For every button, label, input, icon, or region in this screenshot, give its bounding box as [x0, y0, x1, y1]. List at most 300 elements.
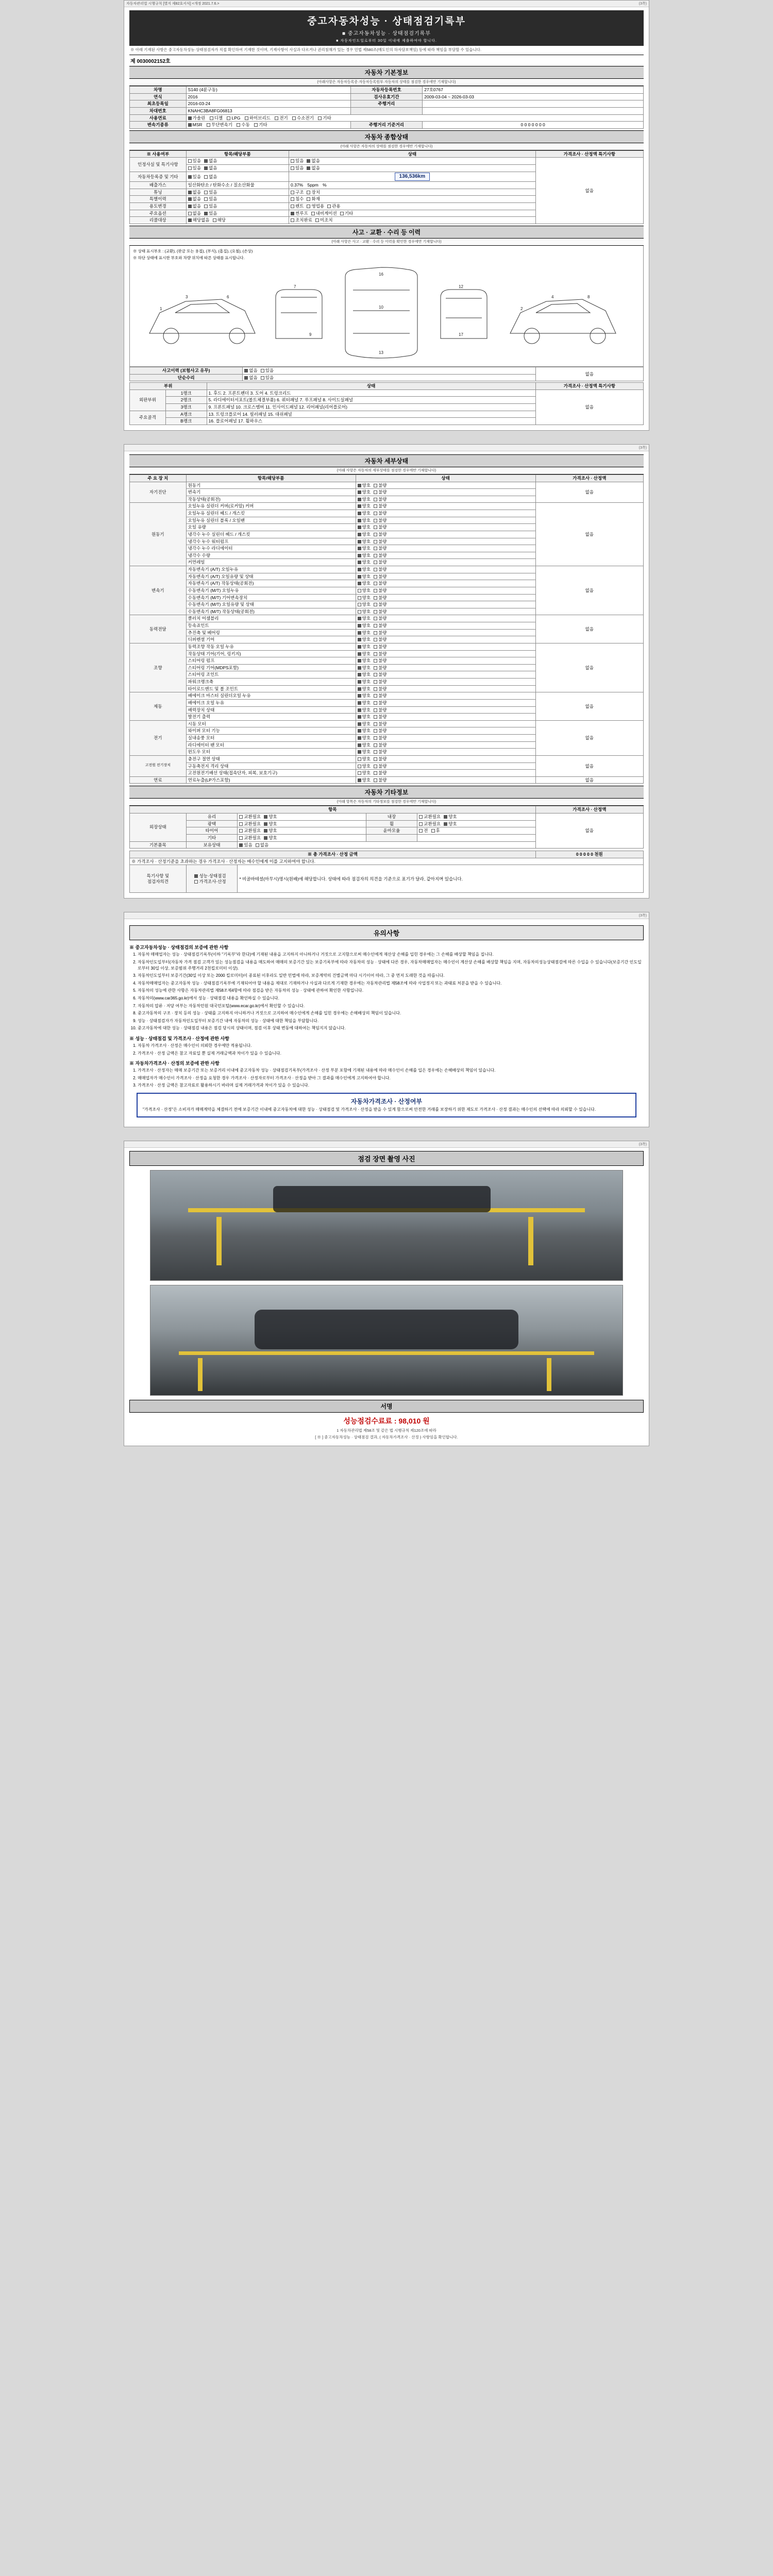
panel-note: 없음: [535, 389, 643, 425]
label-fuel-1: 디젤: [214, 115, 223, 121]
table-row: [130, 503, 644, 510]
checkbox-5b[interactable]: 있음: [204, 196, 217, 202]
checkbox-good-3-0[interactable]: 양호: [358, 616, 371, 621]
checkbox-bad-2-0[interactable]: 불량: [374, 567, 386, 572]
checkbox-bad-3-2[interactable]: 불량: [374, 630, 386, 636]
checkbox-bad-7-1[interactable]: 불량: [374, 764, 386, 769]
page-3: [124, 912, 649, 1127]
checkbox-good-1-3[interactable]: 양호: [358, 524, 371, 530]
label-fuel-2: LPG: [231, 115, 241, 121]
checkbox-good-1-0[interactable]: 양호: [358, 503, 371, 509]
checkbox-good-1-5[interactable]: 양호: [358, 539, 371, 545]
form-header-bar-3: [124, 912, 649, 919]
table-row: [130, 643, 644, 650]
etc-state-blank: [417, 834, 535, 841]
checkbox-4c[interactable]: 구조: [291, 190, 304, 195]
list-item: 1. 가격조사 · 산정자는 매매 보증기간 또는 보증거리 이내에 중고자동차 성능 · 상태점검기록부(가격조사 · 산정 부분 포함에 기재된 내용에 따라 매수인이 손해를 입은 경우에는 손해배상의 책임이 있습니다.: [138, 1067, 644, 1074]
page-1: [124, 0, 649, 431]
list-item: 4. 자동차매매업자는 중고자동차 성능 · 상태점검기록부에 기재되어야 할 내용을 제대로 기재하거나 사실과 다르게 기재한 경우에는 자동차관리법 제58조에 따라 사업정지 또는 과태료 처분을 받을 수 있습니다.: [138, 980, 644, 987]
detail-state-5-2: [356, 706, 535, 714]
checkbox-bad-1-3[interactable]: 불량: [374, 524, 386, 530]
declaration-body: "가격조사 · 산정"은 소비자가 매매계약을 체결하기 전에 보증기간 이내에 중고자동차에 대한 성능 · 상태점검 및 가격조사 · 산정을 받을 수 있게 함으로써 안전한 거래를 보장하기 위한 제도로 가격조사 · 산정 결과는 매수인의 선택에 따라 의뢰할 수 있습니다.: [143, 1107, 596, 1112]
row-state-0: [289, 158, 536, 165]
checkbox-good-4-1[interactable]: 양호: [358, 651, 371, 657]
odometer-value: 136,536km: [395, 173, 430, 181]
svg-text:1: 1: [160, 306, 162, 311]
checkbox-good-7-2[interactable]: 양호: [358, 770, 371, 776]
th-item: 항목/해당부품: [186, 150, 289, 158]
checkbox-2b[interactable]: 없음: [204, 174, 217, 180]
checkbox-fuel-0[interactable]: [188, 115, 206, 121]
checkbox-good-4-0[interactable]: 양호: [358, 644, 371, 650]
th-detail-item: 항목/해당부품: [186, 474, 356, 482]
table-row: [130, 720, 644, 727]
etc-label-hold: 보유상태: [186, 841, 238, 849]
checkbox-good-1-7[interactable]: 양호: [358, 553, 371, 558]
svg-text:8: 8: [587, 294, 590, 299]
checkbox-bad-1-8[interactable]: 불량: [374, 560, 386, 565]
checkbox-good-6-4[interactable]: 양호: [358, 749, 371, 755]
section-detail-note: (아래 사항은 자동차의 세부상태를 점검한 경우에만 기재합니다): [129, 467, 644, 474]
checkbox-good-1-1[interactable]: 양호: [358, 511, 371, 516]
checkbox-trans-1[interactable]: [207, 122, 232, 128]
checkbox-bad-5-3[interactable]: 불량: [374, 714, 386, 720]
doc-subnote: ※ 아래 기재된 사항은 중고자동차성능·상태점검자가 직접 확인하여 기재한 것이며, 기재사항이 사실과 다르거나 권리침해가 있는 경우 민법 제580조(매도인의 하자담보책임) 등에 따라 책임을 부담할 수 있습니다.: [129, 46, 644, 55]
label-car-name: 차명: [130, 87, 187, 94]
row-label-special: 특별이력: [130, 196, 187, 203]
th-part-note: 가격조사 · 산정액 특기사항: [535, 383, 643, 390]
checkbox-4b[interactable]: 있음: [204, 190, 217, 195]
detail-item-2-5: 수동변속기 (M/T) 오일유량 및 상태: [186, 601, 356, 608]
etc-state-polish: [238, 820, 366, 827]
detail-state-3-2: [356, 629, 535, 636]
checkbox-acc-yes[interactable]: 있음: [261, 368, 274, 374]
checkbox-bad-7-2[interactable]: 불량: [374, 770, 386, 776]
row-state-8: [289, 217, 536, 224]
checkbox-good-4-2[interactable]: 양호: [358, 658, 371, 664]
footnote-2: [ ※ ] 중고자동차성능 · 상태점검 결과, ( 자동차가격조사 · 산정 ) 사항임을 확인합니다.: [315, 1435, 458, 1440]
checkbox-rep-none[interactable]: 없음: [244, 375, 257, 381]
checkbox-8d[interactable]: 미조치: [315, 217, 333, 223]
svg-text:2: 2: [520, 306, 523, 311]
detail-state-1-0: [356, 503, 535, 510]
group-label-1: 원동기: [130, 503, 187, 566]
checkbox-tire-good[interactable]: 양호: [264, 828, 277, 834]
checkbox-fuel-2[interactable]: [227, 115, 240, 121]
detail-item-7-2: 고전원전기배선 상태(접속단자, 피복, 보호기구): [186, 770, 356, 777]
checkbox-bad-1-4[interactable]: 불량: [374, 532, 386, 537]
checkbox-2a[interactable]: 있음: [188, 174, 201, 180]
detail-item-0-0: 원동기: [186, 482, 356, 489]
checkbox-good-2-6[interactable]: 양호: [358, 609, 371, 615]
checkbox-pol-need[interactable]: 교환필요: [239, 821, 261, 827]
checkbox-hist-yes[interactable]: 있음: [188, 158, 201, 164]
checkbox-fuel-1[interactable]: [210, 115, 223, 121]
checkbox-oth-need[interactable]: 교환필요: [239, 835, 261, 841]
list-item: 10. 중고자동차에 대한 성능 · 상태점검 내용은 점검 당시의 상태이며, 점검 이후 상태 변동에 대하여는 책임지지 않습니다.: [138, 1025, 644, 1031]
detail-state-1-5: [356, 538, 535, 545]
checkbox-bad-1-5[interactable]: 불량: [374, 539, 386, 545]
group-label-3: 동력전달: [130, 615, 187, 643]
checkbox-good-7-1[interactable]: 양호: [358, 764, 371, 769]
checkbox-5d[interactable]: 화재: [307, 196, 320, 202]
checkbox-1a[interactable]: 있음: [188, 165, 201, 171]
accident-diagram-area: [129, 246, 644, 367]
checkbox-bad-1-1[interactable]: 불량: [374, 511, 386, 516]
row-state-7: [289, 210, 536, 217]
table-row: [130, 851, 644, 858]
checkbox-1b[interactable]: 없음: [204, 165, 217, 171]
svg-text:12: 12: [459, 284, 463, 289]
checkbox-good-5-1[interactable]: 양호: [358, 700, 371, 706]
checkbox-bad-3-0[interactable]: 불량: [374, 616, 386, 621]
detail-item-1-1: 오일누유 실린더 헤드 / 개스킷: [186, 510, 356, 517]
checkbox-4a[interactable]: 없음: [188, 190, 201, 195]
checkbox-fuel-3[interactable]: [245, 115, 271, 121]
row-item-0: [186, 158, 289, 165]
group-label-6: 전기: [130, 720, 187, 755]
checkbox-good-3-3[interactable]: 양호: [358, 637, 371, 642]
row-label-regdoc: 자동차등록증 및 기타: [130, 172, 187, 182]
checkbox-good-7-0[interactable]: 양호: [358, 756, 371, 762]
detail-state-3-3: [356, 636, 535, 643]
checkbox-good-2-1[interactable]: 양호: [358, 574, 371, 580]
list-item: 2. 매매업자가 매수인이 가격조사 · 산정을 요청한 경우 가격조사 · 산정자로부터 가격조사 · 산정을 받아 그 결과를 매수인에게 고지하여야 합니다.: [138, 1075, 644, 1081]
section-total-note: (아래 사항은 자동차의 상태를 점검한 경우에만 기재합니다): [129, 143, 644, 150]
label-plate: 자동차등록번호: [350, 87, 423, 94]
checkbox-1d[interactable]: 없음: [307, 165, 320, 171]
detail-state-2-2: [356, 580, 535, 587]
checkbox-7c[interactable]: 썬루프: [291, 211, 308, 216]
row-label-usechange: 용도변경: [130, 203, 187, 210]
svg-text:17: 17: [459, 332, 463, 337]
checkbox-good-3-1[interactable]: 양호: [358, 623, 371, 629]
detail-item-1-4: 냉각수 누수 실린더 헤드 / 개스킷: [186, 531, 356, 538]
checkbox-wear-front[interactable]: 전: [419, 828, 428, 834]
table-row: [130, 100, 644, 108]
checkbox-hist-no[interactable]: 없음: [204, 158, 217, 164]
checkbox-bad-5-2[interactable]: 불량: [374, 707, 386, 713]
inspection-fee: 성능점검수료료 : 98,010 원: [343, 1417, 430, 1426]
detail-state-5-3: [356, 714, 535, 721]
checkbox-bad-2-1[interactable]: 불량: [374, 574, 386, 580]
form-header-bar-4: [124, 1141, 649, 1148]
checkbox-good-1-6[interactable]: 양호: [358, 546, 371, 551]
checkbox-6d[interactable]: 영업용: [307, 204, 324, 209]
checkbox-7b[interactable]: 있음: [204, 211, 217, 216]
checkbox-hold-no[interactable]: 없음: [256, 842, 268, 848]
group-label-0: 자기진단: [130, 482, 187, 503]
checkbox-good-2-0[interactable]: 양호: [358, 567, 371, 572]
detail-state-1-4: [356, 531, 535, 538]
etc-cat-basic: 기본품목: [130, 841, 187, 849]
checkbox-4d[interactable]: 장치: [307, 190, 320, 195]
checkbox-trans-3[interactable]: [254, 122, 267, 128]
checkbox-good-4-6[interactable]: 양호: [358, 686, 371, 692]
checkbox-bad-6-1[interactable]: 불량: [374, 728, 386, 734]
checkbox-pol-good[interactable]: 양호: [264, 821, 277, 827]
checkbox-bad-8-0[interactable]: 불량: [374, 777, 386, 783]
value-inspection-period: 2009-03-04 ~ 2026-03-03: [423, 93, 644, 100]
checkbox-hold-yes[interactable]: 있음: [239, 842, 252, 848]
checkbox-good-4-5[interactable]: 양호: [358, 679, 371, 685]
detail-item-0-2: 작동상태(공회전): [186, 496, 356, 503]
inspection-photo-1: [150, 1170, 623, 1281]
checkbox-7e[interactable]: 기타: [340, 211, 353, 216]
checkbox-good-5-0[interactable]: 양호: [358, 693, 371, 699]
checkbox-glass-good[interactable]: 양호: [264, 814, 277, 820]
label-year: 연식: [130, 93, 187, 100]
checkbox-8a[interactable]: 해당없음: [188, 217, 210, 223]
detail-item-4-4: 스티어링 조인트: [186, 671, 356, 679]
checkbox-good-4-3[interactable]: 양호: [358, 665, 371, 671]
detail-state-6-2: [356, 735, 535, 742]
table-row: [130, 122, 644, 129]
th-etc-price: 가격조사 · 산정액: [535, 806, 643, 814]
list-item: 2. 자동차인도일부터(자동차 가격 점검 고객가 있는 성능점검을 내용을 매도하여 매매의 보증기간 있는 보증기록부에 따라 자동차의 성능 · 상태에 다른 경우, 자동차매매업자는 매수인이 계산상 손해를 배상할 책임을 지며, 자동차의성능상태점검에 따른 수입을 수 있습니다(보증기간 인도일로부터 30일 이상, 보증범위 주행거리 2천킬로미터 이상).: [138, 959, 644, 971]
checkbox-good-4-4[interactable]: 양호: [358, 672, 371, 677]
detail-state-5-1: [356, 699, 535, 706]
detail-item-6-1: 와이퍼 모터 기능: [186, 727, 356, 735]
checkbox-bad-4-5[interactable]: 불량: [374, 679, 386, 685]
svg-text:7: 7: [294, 284, 296, 289]
page-number-2: (3쪽): [638, 446, 647, 450]
group-note-1: 없음: [535, 503, 643, 566]
row-label-recall: 리콜대상: [130, 217, 187, 224]
row-item-5: [186, 196, 289, 203]
checkbox-bad-1-6[interactable]: 불량: [374, 546, 386, 551]
detail-item-1-6: 냉각수 누수 라디에이터: [186, 545, 356, 552]
detail-state-2-4: [356, 594, 535, 601]
checkbox-state-no-0[interactable]: 없음: [307, 158, 320, 164]
checkbox-bad-0-1[interactable]: 불량: [374, 489, 386, 495]
detail-state-4-3: [356, 664, 535, 671]
label-odo-standard: 주행거리 기준거리: [350, 122, 423, 129]
label-fuel-0: 가솔린: [192, 115, 206, 121]
price-table: [129, 851, 644, 893]
signature-section-title: 서명: [129, 1400, 644, 1413]
label-fuel-5: 수소전기: [297, 115, 314, 121]
etc-state-glass: [238, 814, 366, 821]
car-diagram-svg: [139, 261, 634, 364]
table-row: [130, 858, 644, 865]
etc-state-tire: [238, 827, 366, 835]
checkbox-glass-need[interactable]: 교환필요: [239, 814, 261, 820]
checkbox-good-0-2[interactable]: 양호: [358, 497, 371, 502]
detail-item-2-6: 수동변속기 (M/T) 작동상태(공회전): [186, 608, 356, 615]
label-transmission: 변속기종류: [130, 122, 187, 129]
detail-state-2-0: [356, 566, 535, 573]
checkbox-5a[interactable]: 없음: [188, 196, 201, 202]
checkbox-fuel-4[interactable]: [275, 115, 288, 121]
list-item: 3. 가격조사 · 산정 금액은 참고자료로 활용하시기 바라며 실제 거래가격과 차이가 있을 수 있습니다.: [138, 1082, 644, 1089]
checkbox-bad-2-4[interactable]: 불량: [374, 595, 386, 601]
notice-heading-3: ※ 자동차가격조사 · 산정의 보증에 관한 사항: [129, 1061, 220, 1066]
checkbox-oth-good[interactable]: 양호: [264, 835, 277, 841]
checkbox-wh-good[interactable]: 양호: [444, 821, 457, 827]
checkbox-bad-7-0[interactable]: 불량: [374, 756, 386, 762]
checkbox-6a[interactable]: 없음: [188, 204, 201, 209]
checkbox-bad-1-0[interactable]: 불량: [374, 503, 386, 509]
table-row: [130, 107, 644, 114]
checkbox-bad-3-1[interactable]: 불량: [374, 623, 386, 629]
checkbox-int-need[interactable]: 교환필요: [419, 814, 441, 820]
special-note-label: 특기사항 및 점검자의견: [130, 865, 187, 893]
checkbox-good-6-3[interactable]: 양호: [358, 742, 371, 748]
etc-note: 없음: [535, 814, 643, 849]
detail-item-3-1: 등속죠인트: [186, 622, 356, 630]
checkbox-good-5-2[interactable]: 양호: [358, 707, 371, 713]
checkbox-perf-check[interactable]: [194, 873, 226, 879]
checkbox-good-6-1[interactable]: 양호: [358, 728, 371, 734]
checkbox-good-2-5[interactable]: 양호: [358, 602, 371, 607]
row-item-6: [186, 203, 289, 210]
checkbox-fuel-5[interactable]: [292, 115, 314, 121]
row-label-tuning: 튜닝: [130, 189, 187, 196]
checkbox-bad-2-6[interactable]: 불량: [374, 609, 386, 615]
checkbox-bad-4-2[interactable]: 불량: [374, 658, 386, 664]
diagram-note-2: ※ 하단 상태에 표시한 부호와 차량 위치에 따른 상태를 표시합니다.: [133, 255, 245, 260]
checkbox-bad-2-5[interactable]: 불량: [374, 602, 386, 607]
svg-text:3: 3: [186, 294, 188, 299]
checkbox-good-3-2[interactable]: 양호: [358, 630, 371, 636]
detail-state-1-8: [356, 559, 535, 566]
value-rank-3: 9. 프론트패널 10. 크로스멤버 11. 인사이드패널 12. 리어패널(리어플로어): [207, 404, 535, 411]
th-major-device: 주 요 장 치: [130, 474, 187, 482]
checkbox-bad-6-0[interactable]: 불량: [374, 721, 386, 727]
price-digits-value: 0 0 0 0 0: [576, 852, 593, 857]
checkbox-int-good[interactable]: 양호: [444, 814, 457, 820]
photo-list: [129, 1170, 644, 1396]
checkbox-good-0-0[interactable]: 양호: [358, 483, 371, 488]
label-inspection-period: 검사유효기간: [350, 93, 423, 100]
checkbox-bad-1-7[interactable]: 불량: [374, 553, 386, 558]
checkbox-bad-4-1[interactable]: 불량: [374, 651, 386, 657]
detail-item-5-0: 배에이크 마스터 실린더오일 누유: [186, 692, 356, 700]
checkbox-good-2-3[interactable]: 양호: [358, 588, 371, 594]
checkbox-fuel-6[interactable]: [318, 115, 331, 121]
checkbox-good-8-0[interactable]: 양호: [358, 777, 371, 783]
value-accident-history: [243, 367, 535, 374]
etc-label-wheel: 휠: [366, 820, 417, 827]
checkbox-8b[interactable]: 해당: [213, 217, 226, 223]
detail-item-5-2: 배력장치 상태: [186, 706, 356, 714]
checkbox-bad-4-3[interactable]: 불량: [374, 665, 386, 671]
checkbox-8c[interactable]: 조치완료: [291, 217, 312, 223]
row-state-1: [289, 165, 536, 172]
doc-title-bar: [129, 10, 644, 46]
checkbox-6c[interactable]: 렌트: [291, 204, 304, 209]
checkbox-wh-need[interactable]: 교환필요: [419, 821, 441, 827]
value-rank-2: 5. 라디에이터서포트(볼트체결부품) 6. 쿼터패널 7. 루프패널 8. 사이드실패널: [207, 397, 535, 404]
checkbox-bad-6-2[interactable]: 불량: [374, 735, 386, 741]
form-header-bar-2: [124, 445, 649, 451]
checkbox-rep-yes[interactable]: 있음: [261, 375, 274, 381]
checkbox-7a[interactable]: 없음: [188, 211, 201, 216]
page-note-1: ■ 자동차인도일로부터 30일 이내에 제출하여야 합니다.: [336, 39, 437, 43]
checkbox-bad-3-3[interactable]: 불량: [374, 637, 386, 642]
checkbox-bad-6-4[interactable]: 불량: [374, 749, 386, 755]
form-header-bar: [124, 1, 649, 7]
table-row: [130, 93, 644, 100]
group-note-0: 없음: [535, 482, 643, 503]
checkbox-bad-4-0[interactable]: 불량: [374, 644, 386, 650]
checkbox-trans-2[interactable]: [237, 122, 249, 128]
checkbox-good-6-2[interactable]: 양호: [358, 735, 371, 741]
checkbox-5c[interactable]: 침수: [291, 196, 304, 202]
checkbox-bad-1-2[interactable]: 불량: [374, 518, 386, 523]
checkbox-1c[interactable]: 있음: [291, 165, 304, 171]
checkbox-good-6-0[interactable]: 양호: [358, 721, 371, 727]
svg-text:10: 10: [379, 304, 383, 310]
checkbox-wear-rear[interactable]: 후: [431, 828, 440, 834]
row-item-7: [186, 210, 289, 217]
diagram-note-1: ※ 상태 표시부호 : (교환), (판금 또는 용접), (부식), (흠집), (요철), (손상): [133, 248, 253, 253]
checkbox-bad-2-2[interactable]: 불량: [374, 581, 386, 586]
page-number: (3쪽): [638, 2, 647, 6]
detail-state-5-0: [356, 692, 535, 700]
etc-label-blank: [366, 834, 417, 841]
checkbox-trans-0[interactable]: [188, 122, 203, 128]
list-item: 8. 중고자동차의 구조 · 장치 등의 성능 · 상태를 고지하지 아니하거나 거짓으로 고지하여 매수인에게 손해를 입힌 경우에는 손해배상의 책임이 있습니다.: [138, 1010, 644, 1016]
notice-section: [124, 919, 649, 1127]
checkbox-bad-4-6[interactable]: 불량: [374, 686, 386, 692]
checkbox-good-5-3[interactable]: 양호: [358, 714, 371, 720]
checkbox-good-0-1[interactable]: 양호: [358, 489, 371, 495]
th-note: 가격조사 · 산정액 특기사항: [535, 150, 643, 158]
label-rank-2: 2랭크: [165, 397, 207, 404]
detail-state-4-1: [356, 650, 535, 657]
etc-label-glass: 유리: [186, 814, 238, 821]
value-plate: 27호0767: [423, 87, 644, 94]
checkbox-bad-4-4[interactable]: 불량: [374, 672, 386, 677]
checkbox-state-yes-0[interactable]: 있음: [291, 158, 304, 164]
th-part-state: 상태: [207, 383, 535, 390]
odo-box-cell: [289, 172, 536, 182]
checkbox-6e[interactable]: 관용: [327, 204, 340, 209]
row-item-4: [186, 189, 289, 196]
checkbox-7d[interactable]: 내비게이션: [311, 211, 337, 216]
table-header-row: [130, 150, 644, 158]
checkbox-bad-5-0[interactable]: 불량: [374, 693, 386, 699]
checkbox-good-2-2[interactable]: 양호: [358, 581, 371, 586]
inspection-photo-2: [150, 1285, 623, 1396]
table-row: [130, 615, 644, 622]
checkbox-bad-0-2[interactable]: 불량: [374, 497, 386, 502]
checkbox-bad-6-3[interactable]: 불량: [374, 742, 386, 748]
photo-section-title: 점검 장면 촬영 사진: [129, 1151, 644, 1166]
table-row: [130, 87, 644, 94]
checkbox-bad-5-1[interactable]: 불량: [374, 700, 386, 706]
checkbox-good-1-2[interactable]: 양호: [358, 518, 371, 523]
checkbox-good-1-8[interactable]: 양호: [358, 560, 371, 565]
checkbox-price-check[interactable]: [194, 879, 226, 885]
section-detail-title: 자동차 세부상태: [129, 454, 644, 467]
checkbox-acc-none[interactable]: 없음: [244, 368, 257, 374]
checkbox-tire-need[interactable]: 교환필요: [239, 828, 261, 834]
svg-text:9: 9: [309, 332, 312, 337]
checkbox-bad-0-0[interactable]: 불량: [374, 483, 386, 488]
table-row: [130, 389, 644, 397]
page-number-4: (3쪽): [638, 1143, 647, 1147]
checkbox-bad-2-3[interactable]: 불량: [374, 588, 386, 594]
checkbox-good-1-4[interactable]: 양호: [358, 532, 371, 537]
detail-state-1-6: [356, 545, 535, 552]
checkbox-good-2-4[interactable]: 양호: [358, 595, 371, 601]
checkbox-6b[interactable]: 있음: [204, 204, 217, 209]
detail-state-1-2: [356, 517, 535, 524]
label-first-reg: 최초등록일: [130, 100, 187, 108]
